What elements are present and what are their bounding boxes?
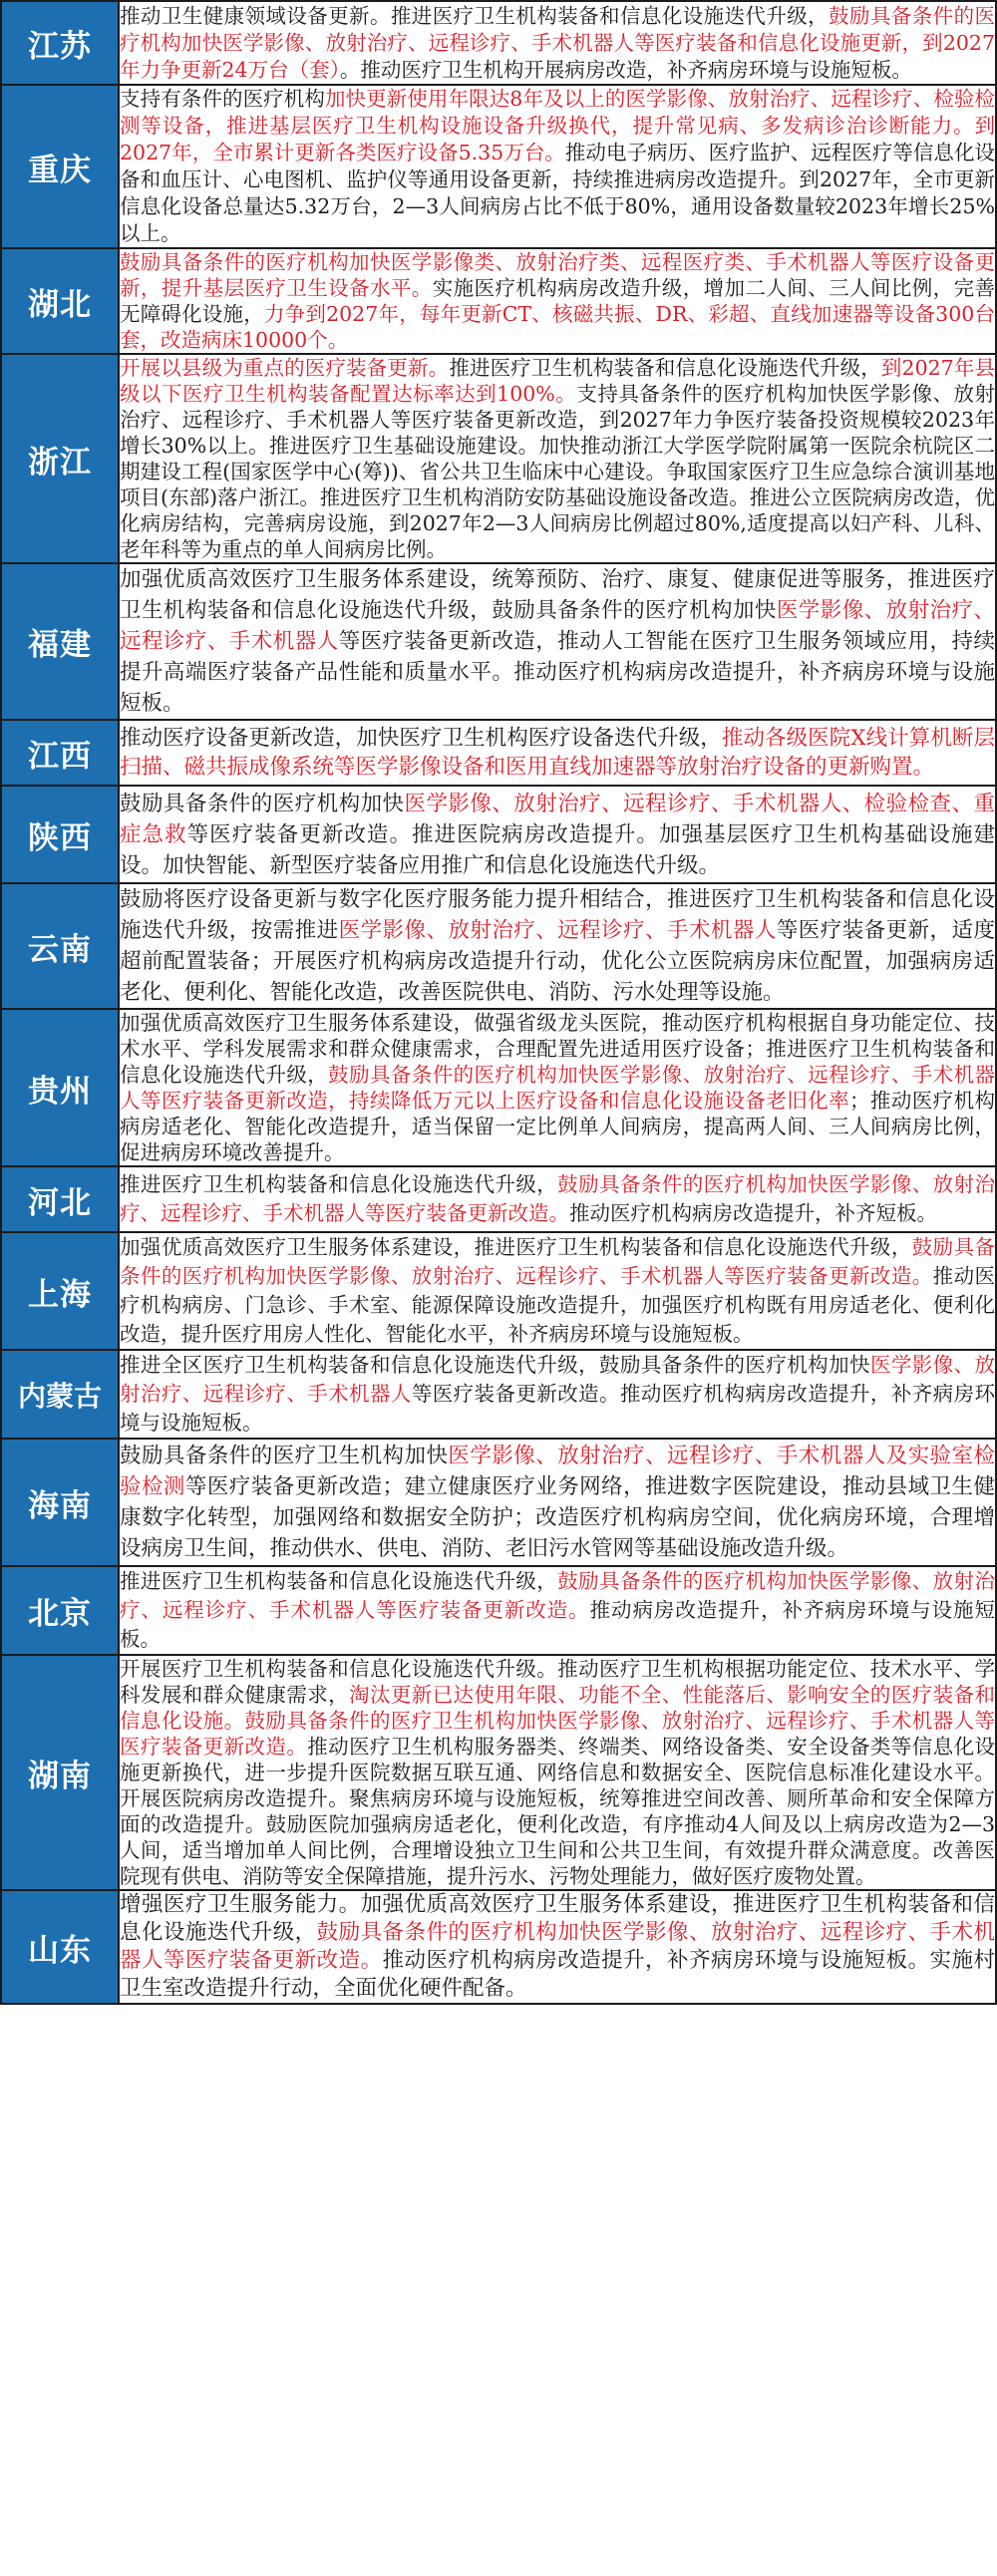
- table-row: [1, 1232, 996, 1350]
- highlighted-policy-text: 医学影像、放射治疗、远程诊疗、手术机器人: [120, 598, 995, 654]
- table-row: [1, 1566, 996, 1655]
- province-cell: 海南: [1, 1439, 119, 1566]
- highlighted-policy-text: 鼓励具备条件的医疗机构加快医学影像、放射治疗、远程诊疗、手术机器人等医疗装备更新改造。: [120, 1920, 995, 1973]
- policy-text-cell: [119, 1009, 996, 1166]
- highlighted-policy-text: 鼓励具备条件的医疗机构加快医学影像类、放射治疗类、远程医疗类、手术机器人等医疗设备更新，提升基层医疗卫生设备水平。: [120, 250, 995, 300]
- policy-text: 支持具备条件的医疗机构加快医学影像、放射治疗、远程诊疗、手术机器人等医疗装备更新改造，到2027年力争医疗装备投资规模较2023年增长30%以上。推进医疗卫生基础设施建设。加快推动浙江大学医学院附属第一医院余杭院区二期建设工程(国家医学中心(筹))、省公共卫生临床中心建设。争取国家医疗卫生应急综合演训基地项目(东部)落户浙江。推进医疗卫生机构消防安防基础设施设备改造。推进公立医院病房改造，优化病房结构，完善病房设施，到2027年2—3人间病房比例超过80%,适度提高以妇产科、儿科、老年科等为重点的单人间病房比例。: [120, 382, 996, 561]
- highlighted-policy-text: 开展以县级为重点的医疗装备更新。: [120, 356, 450, 380]
- highlighted-policy-text: 鼓励具备条件的医疗机构加快医学影像、放射治疗、远程诊疗、手术机器人等医疗装备更新改造。: [120, 1172, 996, 1225]
- policy-text-cell: [119, 1439, 996, 1566]
- table-row: [1, 1009, 996, 1166]
- province-cell: 贵州: [1, 1009, 119, 1166]
- highlighted-policy-text: 医学影像、放射治疗、远程诊疗、手术机器人及实验室检验检测: [120, 1444, 995, 1499]
- policy-text-cell: [119, 1655, 996, 1890]
- province-cell: 江苏: [1, 1, 119, 85]
- policy-text-cell: [119, 1566, 996, 1655]
- table-row: [1, 1, 996, 85]
- policy-text: 推动卫生健康领域设备更新。推进医疗卫生机构装备和信息化设施迭代升级，: [120, 3, 830, 28]
- policy-text: 推动病房改造提升，补齐病房环境与设施短板。: [120, 1598, 995, 1651]
- policy-text: 推动医疗机构病房改造提升，补齐病房环境与设施短板。实施村卫生室改造提升行动，全面优化硬件配备。: [120, 1948, 995, 2001]
- highlighted-policy-text: 鼓励具备条件的医疗机构加快医学影像、放射治疗、远程诊疗、手术机器人等医疗装备和信息化设施更新，到2027年力争更新24万台（套）: [120, 3, 996, 82]
- policy-text: 支持有条件的医疗机构: [120, 87, 325, 111]
- policy-text-cell: [119, 85, 996, 248]
- highlighted-policy-text: 医学影像、放射治疗、远程诊疗、手术机器人: [338, 918, 777, 943]
- province-cell: 福建: [1, 563, 119, 720]
- policy-text: ；推动医疗机构病房适老化、智能化改造提升，适当保留一定比例单人间病房，提高两人间、三人间病房比例，促进病房环境改善提升。: [120, 1089, 996, 1164]
- province-cell: 陕西: [1, 786, 119, 883]
- province-cell: 江西: [1, 720, 119, 786]
- policy-text: 等医疗装备更新改造。推进医院病房改造提升。加强基层医疗卫生机构基础设施建设。加快智能、新型医疗装备应用推广和信息化设施迭代升级。: [120, 821, 995, 878]
- policy-text: 推动医疗机构病房改造提升，补齐短板。: [569, 1201, 937, 1225]
- policy-text-cell: [119, 354, 996, 563]
- policy-text-cell: [119, 563, 996, 720]
- policy-text: 实施医疗机构病房改造升级，增加二人间、三人间比例，完善无障碍化设施，: [120, 276, 995, 326]
- table-row: [1, 1655, 996, 1890]
- highlighted-policy-text: 医学影像、放射治疗、远程诊疗、手术机器人、检验检查、重症急救: [120, 791, 995, 847]
- policy-text: 推动电子病历、医疗监护、远程医疗等信息化设备和血压计、心电图机、监护仪等通用设备更新，持续推进病房改造提升。到2027年，全市更新信息化设备总量达5.32万台，2—3人间病房占比不低于80%，通用设备数量较2023年增长25%以上。: [120, 141, 995, 245]
- table-row: [1, 1439, 996, 1566]
- policy-text-cell: [119, 1166, 996, 1232]
- table-row: [1, 786, 996, 883]
- policy-text-cell: [119, 883, 996, 1009]
- policy-text: 等医疗装备更新改造，推动人工智能在医疗卫生服务领域应用，持续提升高端医疗装备产品性能和质量水平。推动医疗机构病房改造提升，补齐病房环境与设施短板。: [120, 629, 995, 716]
- policy-text: 鼓励将医疗设备更新与数字化医疗服务能力提升相结合，推进医疗卫生机构装备和信息化设施迭代升级，按需推进: [120, 887, 995, 943]
- table-row: [1, 85, 996, 248]
- policy-text: 推动医疗机构病房、门急诊、手术室、能源保障设施改造提升，加强医疗机构既有用房适老化、便利化改造，提升医疗用房人性化、智能化水平，补齐病房环境与设施短板。: [120, 1264, 996, 1346]
- highlighted-policy-text: 加快更新使用年限达8年及以上的医学影像、放射治疗、远程诊疗、检验检测等设备，推进基层医疗卫生机构设施设备升级换代，提升常见病、多发病诊治诊断能力。到2027年，全市累计更新各类医疗设备5.35万台。: [120, 87, 996, 164]
- policy-text: 鼓励具备条件的医疗卫生机构加快: [120, 1444, 449, 1468]
- table-row: [1, 1166, 996, 1232]
- policy-text: 推动医疗设备更新改造，加快医疗卫生机构医疗设备迭代升级，: [120, 726, 722, 751]
- policy-text: 等医疗装备更新，适度超前配置装备；开展医疗机构病房改造提升行动，优化公立医院病房床位配置，加强病房适老化、便利化、智能化改造，改善医院供电、消防、污水处理等设施。: [120, 918, 995, 1005]
- policy-text: 。推动医疗卫生机构开展病房改造，补齐病房环境与设施短板。: [339, 57, 912, 82]
- province-cell: 湖南: [1, 1655, 119, 1890]
- table-row: [1, 720, 996, 786]
- province-cell: 北京: [1, 1566, 119, 1655]
- policy-text-cell: [119, 1232, 996, 1350]
- table-row: [1, 1350, 996, 1439]
- policy-text: 推进医疗卫生机构装备和信息化设施迭代升级，: [120, 1569, 558, 1593]
- policy-text-cell: [119, 720, 996, 786]
- policy-table-body: [1, 1, 996, 2004]
- province-cell: 浙江: [1, 354, 119, 563]
- policy-text: 加强优质高效医疗卫生服务体系建设，统筹预防、治疗、康复、健康促进等服务，推进医疗卫生机构装备和信息化设施迭代升级，鼓励具备条件的医疗机构加快: [120, 567, 995, 623]
- policy-text: 推进医疗卫生机构装备和信息化设施迭代升级，: [120, 1172, 558, 1196]
- policy-text-cell: [119, 786, 996, 883]
- province-cell: 山东: [1, 1890, 119, 2004]
- policy-text: 鼓励具备条件的医疗机构加快: [120, 791, 405, 816]
- policy-text-cell: [119, 1350, 996, 1439]
- policy-text: 推进全区医疗卫生机构装备和信息化设施迭代升级，鼓励具备条件的医疗机构加快: [120, 1353, 870, 1377]
- highlighted-policy-text: 推动各级医院X线计算机断层扫描、磁共振成像系统等医学影像设备和医用直线加速器等放射治疗设备的更新购置。: [120, 726, 995, 780]
- policy-text: 推进医疗卫生机构装备和信息化设施迭代升级，: [449, 356, 881, 380]
- province-cell: 上海: [1, 1232, 119, 1350]
- highlighted-policy-text: 力争到2027年，每年更新CT、核磁共振、DR、彩超、直线加速器等设备300台套，改造病床10000个。: [120, 302, 995, 352]
- province-cell: 云南: [1, 883, 119, 1009]
- policy-text: 等医疗装备更新改造。推动医疗机构病房改造提升，补齐病房环境与设施短板。: [120, 1382, 996, 1435]
- table-row: [1, 248, 996, 354]
- highlighted-policy-text: 淘汰更新已达使用年限、功能不全、性能落后、影响安全的医疗装备和信息化设施。鼓励具备条件的医疗卫生机构加快医学影像、放射治疗、远程诊疗、手术机器人等医疗装备更新改造。: [120, 1683, 995, 1759]
- table-row: [1, 354, 996, 563]
- table-row: [1, 883, 996, 1009]
- policy-text: 增强医疗卫生服务能力。加强优质高效医疗卫生服务体系建设，推进医疗卫生机构装备和信息化设施迭代升级，: [120, 1892, 995, 1945]
- policy-text: 加强优质高效医疗卫生服务体系建设，推进医疗卫生机构装备和信息化设施迭代升级，: [120, 1235, 912, 1259]
- province-cell: 河北: [1, 1166, 119, 1232]
- table-row: [1, 1890, 996, 2004]
- policy-text: 等医疗装备更新改造；建立健康医疗业务网络，推进数字医院建设，推动县域卫生健康数字化转型，加强网络和数据安全防护；改造医疗机构病房空间，优化病房环境，合理增设病房卫生间，推动供水、供电、消防、老旧污水管网等基础设施改造升级。: [120, 1474, 995, 1561]
- policy-text: 加强优质高效医疗卫生服务体系建设，做强省级龙头医院，推动医疗机构根据自身功能定位、技术水平、学科发展需求和群众健康需求，合理配置先进适用医疗设备；推进医疗卫生机构装备和信息化设施迭代升级，: [120, 1011, 995, 1087]
- policy-text: 开展医疗卫生机构装备和信息化设施迭代升级。推动医疗卫生机构根据功能定位、技术水平、学科发展和群众健康需求，: [120, 1657, 995, 1707]
- province-cell: 内蒙古: [1, 1350, 119, 1439]
- province-cell: 湖北: [1, 248, 119, 354]
- highlighted-policy-text: 鼓励具备条件的医疗机构加快医学影像、放射治疗、远程诊疗、手术机器人等医疗装备更新改造。: [120, 1235, 996, 1288]
- policy-text: 推动医疗卫生机构服务器类、终端类、网络设备类、安全设备类等信息化设施更新换代，进一步提升医院数据互联互通、网络信息和数据安全、医院信息标准化建设水平。开展医院病房改造提升。聚焦病房环境与设施短板，统筹推进空间改善、厕所革命和安全保障方面的改造提升。鼓励医院加强病房适老化，便利化改造，有序推动4人间及以上病房改造为2—3人间，适当增加单人间比例，合理增设独立卫生间和公共卫生间，有效提升群众满意度。改善医院现有供电、消防等安全保障措施，提升污水、污物处理能力，做好医疗废物处置。: [120, 1735, 996, 1888]
- policy-text-cell: [119, 248, 996, 354]
- highlighted-policy-text: 鼓励具备条件的医疗机构加快医学影像、放射治疗、远程诊疗、手术机器人等医疗装备更新改造，持续降低万元以上医疗设备和信息化设施设备老旧化率: [120, 1063, 996, 1113]
- highlighted-policy-text: 医学影像、放射治疗、远程诊疗、手术机器人: [120, 1353, 996, 1406]
- policy-text-cell: [119, 1890, 996, 2004]
- table-row: [1, 563, 996, 720]
- highlighted-policy-text: 到2027年县级以下医疗卫生机构装备配置达标率达到100%。: [120, 356, 996, 406]
- province-cell: 重庆: [1, 85, 119, 248]
- highlighted-policy-text: 鼓励具备条件的医疗机构加快医学影像、放射治疗、远程诊疗、手术机器人等医疗装备更新改造。: [120, 1569, 996, 1622]
- policy-text-cell: [119, 1, 996, 85]
